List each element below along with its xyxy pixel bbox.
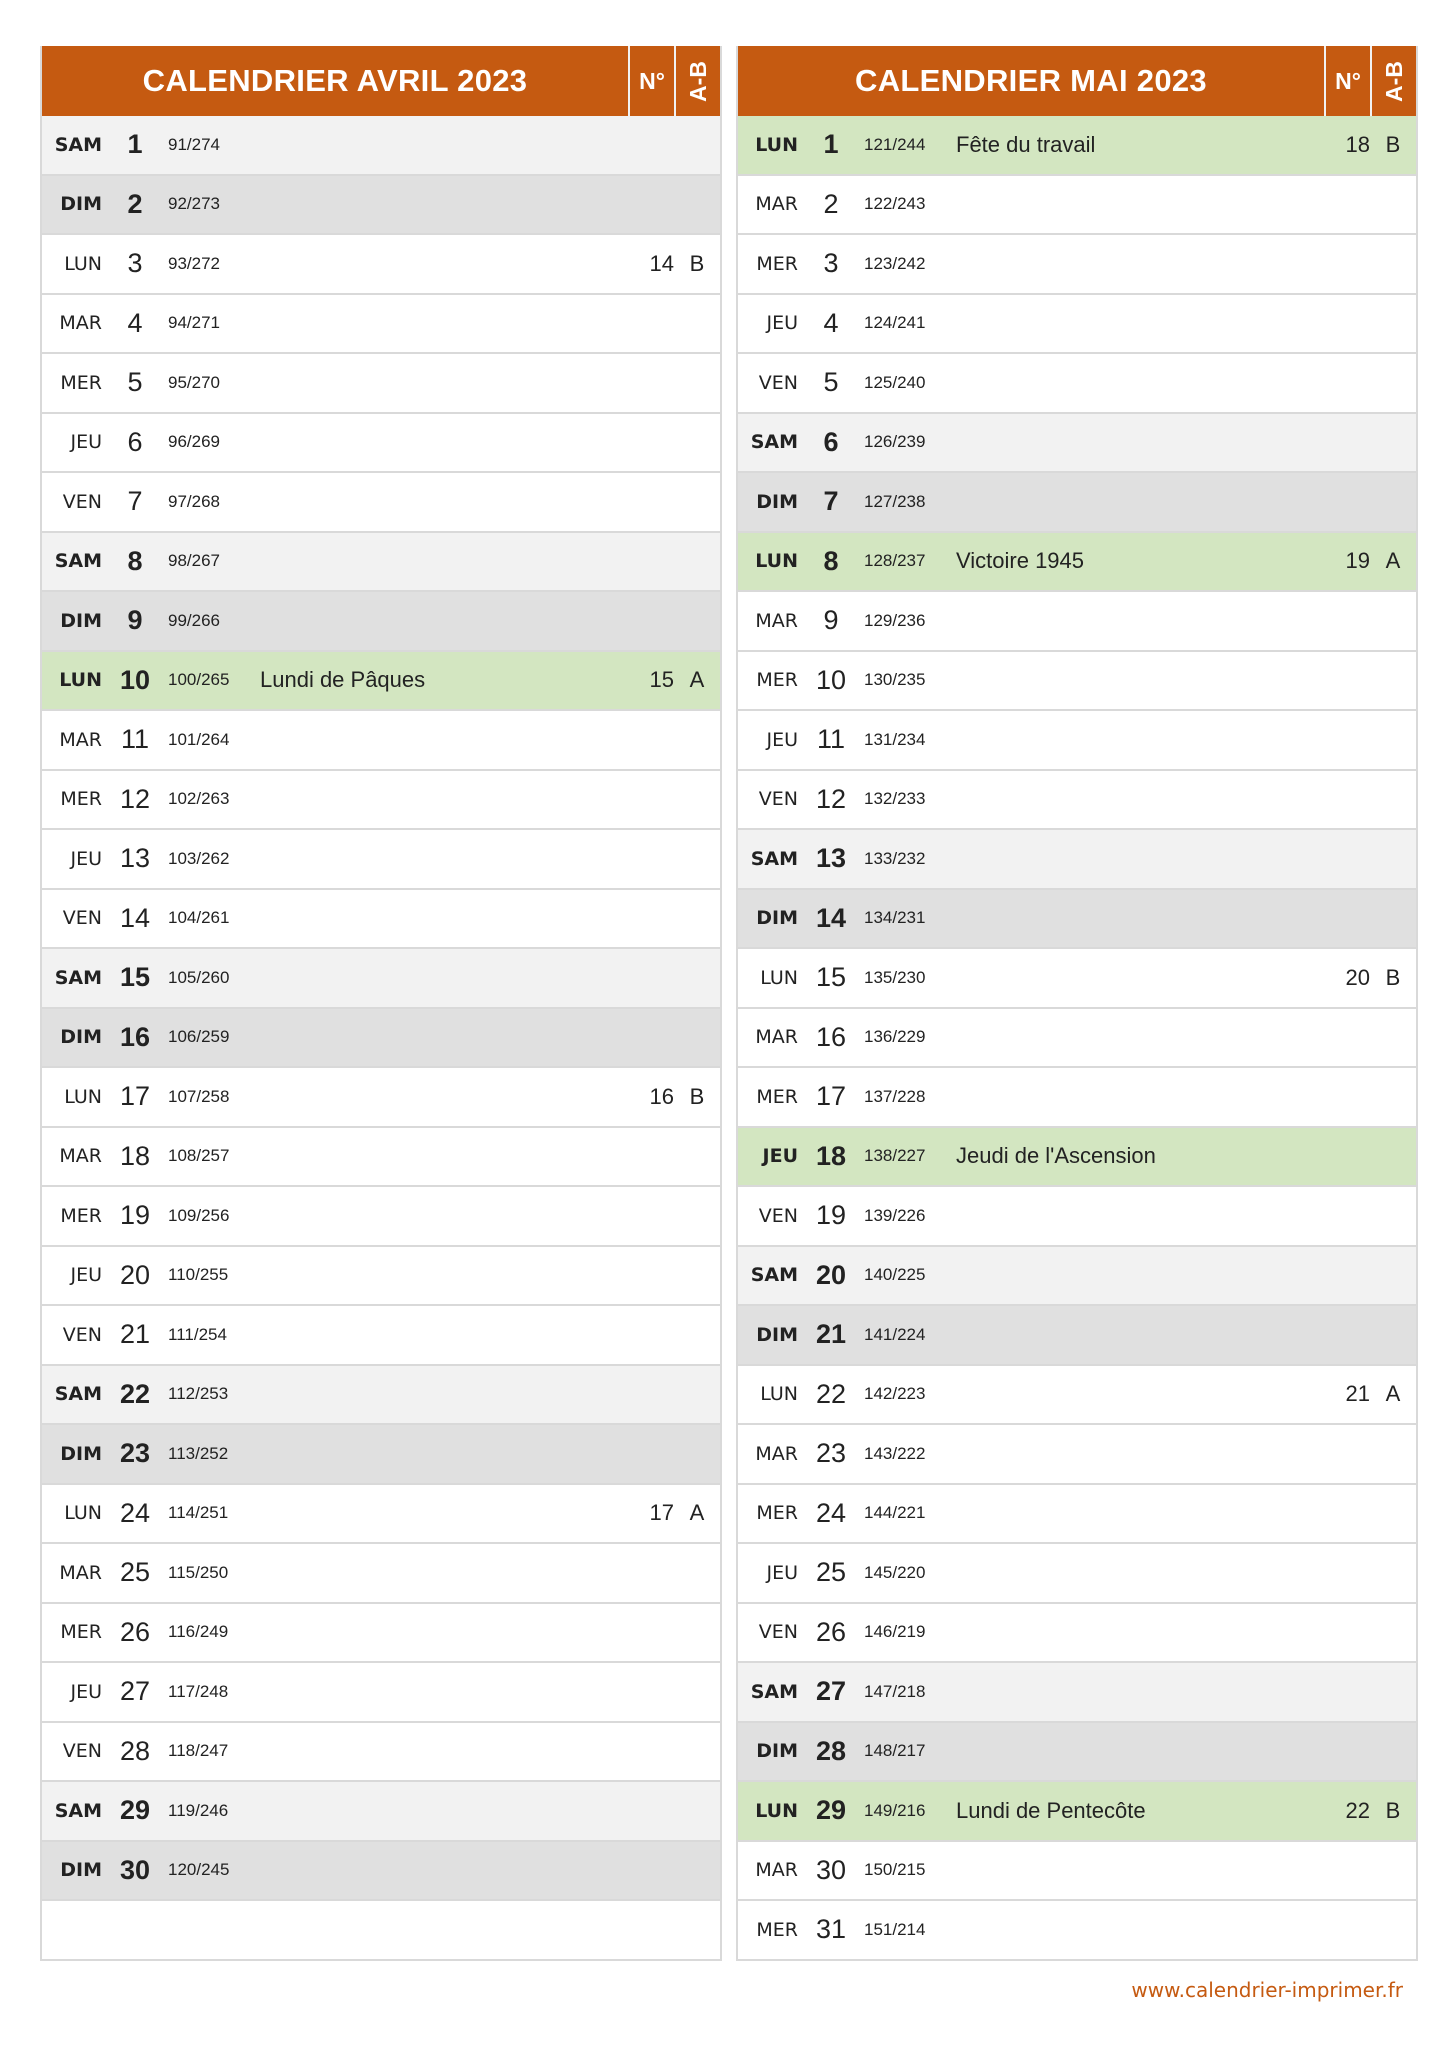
day-row bbox=[738, 888, 1416, 948]
day-number: 6 bbox=[823, 426, 839, 457]
day-number: 29 bbox=[119, 1795, 151, 1826]
day-of-year: 124/241 bbox=[864, 313, 926, 333]
weekday-label: LUN bbox=[755, 133, 798, 156]
day-of-year: 127/238 bbox=[864, 491, 926, 511]
day-row bbox=[42, 412, 720, 472]
day-of-year: 134/231 bbox=[864, 908, 926, 928]
day-number: 16 bbox=[815, 1021, 847, 1052]
day-of-year: 151/214 bbox=[864, 1919, 926, 1939]
holiday-name: Lundi de Pentecôte bbox=[956, 1797, 1146, 1823]
day-number: 30 bbox=[119, 1854, 151, 1885]
day-of-year: 91/274 bbox=[168, 134, 220, 154]
day-of-year: 95/270 bbox=[168, 372, 220, 392]
week-ab: B bbox=[689, 1083, 705, 1109]
day-row bbox=[738, 1721, 1416, 1781]
day-of-year: 126/239 bbox=[864, 432, 926, 452]
day-of-year: 131/234 bbox=[864, 729, 926, 749]
day-of-year: 128/237 bbox=[864, 551, 926, 571]
day-of-year: 107/258 bbox=[168, 1086, 230, 1106]
day-of-year: 137/228 bbox=[864, 1086, 926, 1106]
day-row bbox=[42, 1899, 720, 1959]
weekday-label: LUN bbox=[64, 252, 102, 275]
day-row bbox=[42, 1364, 720, 1424]
day-number: 20 bbox=[815, 1259, 847, 1290]
weekday-label: DIM bbox=[60, 609, 102, 632]
day-of-year: 133/232 bbox=[864, 848, 926, 868]
day-of-year: 115/250 bbox=[168, 1562, 229, 1582]
day-row bbox=[42, 1721, 720, 1781]
week-ab-header-label: A-B bbox=[1380, 60, 1407, 102]
day-row bbox=[42, 590, 720, 650]
day-of-year: 106/259 bbox=[168, 1027, 230, 1047]
day-number: 11 bbox=[816, 724, 846, 755]
day-row bbox=[738, 352, 1416, 412]
day-row bbox=[42, 1780, 720, 1840]
calendar-header bbox=[738, 46, 1416, 116]
weekday-label: MAR bbox=[755, 1026, 798, 1049]
day-number: 21 bbox=[815, 1319, 847, 1350]
week-ab: B bbox=[689, 250, 705, 276]
calendar-may bbox=[736, 46, 1418, 1961]
day-number: 13 bbox=[815, 843, 847, 874]
day-row bbox=[738, 471, 1416, 531]
day-number: 19 bbox=[815, 1200, 847, 1231]
weekday-label: SAM bbox=[750, 431, 798, 454]
day-row bbox=[42, 1126, 720, 1186]
day-row bbox=[738, 650, 1416, 710]
weekday-label: MAR bbox=[755, 1442, 798, 1465]
day-of-year: 101/264 bbox=[168, 729, 230, 749]
weekday-label: DIM bbox=[60, 1026, 102, 1049]
day-number: 26 bbox=[815, 1616, 847, 1647]
day-of-year: 92/273 bbox=[168, 194, 220, 214]
day-row bbox=[42, 1245, 720, 1305]
weekday-label: MER bbox=[60, 1204, 102, 1227]
day-row bbox=[738, 947, 1416, 1007]
day-number: 18 bbox=[119, 1140, 151, 1171]
day-of-year: 113/252 bbox=[168, 1443, 229, 1463]
day-row bbox=[738, 769, 1416, 829]
weekday-label: VEN bbox=[62, 490, 102, 513]
day-of-year: 94/271 bbox=[168, 313, 220, 333]
day-row bbox=[738, 233, 1416, 293]
day-row bbox=[42, 1423, 720, 1483]
day-number: 5 bbox=[127, 367, 143, 398]
day-number: 17 bbox=[815, 1081, 847, 1112]
day-row bbox=[738, 1899, 1416, 1959]
day-row bbox=[738, 709, 1416, 769]
weekday-label: MER bbox=[60, 371, 102, 394]
day-row bbox=[42, 709, 720, 769]
weekday-label: JEU bbox=[70, 1680, 102, 1703]
day-number: 15 bbox=[815, 962, 847, 993]
day-number: 23 bbox=[119, 1438, 151, 1469]
day-row bbox=[738, 293, 1416, 353]
day-number: 3 bbox=[127, 248, 143, 279]
week-number: 19 bbox=[1345, 548, 1370, 574]
holiday-name: Jeudi de l'Ascension bbox=[956, 1143, 1156, 1169]
day-of-year: 149/216 bbox=[864, 1800, 926, 1820]
holiday-name: Fête du travail bbox=[956, 131, 1096, 157]
day-row bbox=[42, 352, 720, 412]
day-row bbox=[42, 1483, 720, 1543]
weekday-label: JEU bbox=[766, 728, 798, 751]
week-number: 15 bbox=[649, 667, 674, 693]
weekday-label: MER bbox=[756, 252, 798, 275]
day-of-year: 144/221 bbox=[864, 1503, 926, 1523]
day-number: 16 bbox=[119, 1021, 151, 1052]
day-of-year: 120/245 bbox=[168, 1860, 230, 1880]
day-of-year: 102/263 bbox=[168, 789, 230, 809]
day-number: 7 bbox=[823, 486, 839, 517]
day-of-year: 98/267 bbox=[168, 551, 220, 571]
day-row bbox=[738, 1840, 1416, 1900]
day-number: 25 bbox=[815, 1557, 847, 1588]
weekday-label: SAM bbox=[54, 966, 102, 989]
weekday-label: DIM bbox=[756, 1740, 798, 1763]
week-ab-header bbox=[674, 46, 720, 116]
day-row bbox=[42, 1542, 720, 1602]
day-row bbox=[42, 769, 720, 829]
weekday-label: LUN bbox=[755, 1799, 798, 1822]
weekday-label: MAR bbox=[59, 312, 102, 335]
day-of-year: 143/222 bbox=[864, 1443, 926, 1463]
day-row bbox=[42, 828, 720, 888]
day-number: 30 bbox=[815, 1854, 847, 1885]
day-number: 26 bbox=[119, 1616, 151, 1647]
day-row bbox=[42, 293, 720, 353]
day-number: 28 bbox=[815, 1735, 847, 1766]
day-of-year: 145/220 bbox=[864, 1562, 926, 1582]
calendar-april bbox=[40, 46, 722, 1961]
holiday-name: Lundi de Pâques bbox=[260, 667, 426, 693]
day-row bbox=[42, 947, 720, 1007]
day-of-year: 118/247 bbox=[168, 1741, 229, 1761]
day-number: 2 bbox=[127, 188, 143, 219]
day-row bbox=[42, 1304, 720, 1364]
day-number: 9 bbox=[127, 605, 143, 636]
weekday-label: LUN bbox=[760, 1383, 798, 1406]
day-number: 2 bbox=[823, 188, 839, 219]
day-of-year: 130/235 bbox=[864, 670, 926, 690]
weekday-label: SAM bbox=[54, 133, 102, 156]
day-number: 10 bbox=[119, 664, 151, 695]
day-number: 9 bbox=[823, 605, 839, 636]
day-row bbox=[738, 1661, 1416, 1721]
day-of-year: 112/253 bbox=[168, 1384, 229, 1404]
day-of-year: 140/225 bbox=[864, 1265, 926, 1285]
weekday-label: MER bbox=[756, 1502, 798, 1525]
weekday-label: VEN bbox=[758, 1204, 798, 1227]
day-of-year: 135/230 bbox=[864, 967, 926, 987]
day-row bbox=[42, 1007, 720, 1067]
weekday-label: LUN bbox=[64, 1502, 102, 1525]
day-of-year: 136/229 bbox=[864, 1027, 926, 1047]
weekday-label: MAR bbox=[755, 1859, 798, 1882]
day-of-year: 148/217 bbox=[864, 1741, 926, 1761]
day-of-year: 100/265 bbox=[168, 670, 230, 690]
day-of-year: 141/224 bbox=[864, 1324, 926, 1344]
day-of-year: 114/251 bbox=[168, 1503, 229, 1523]
day-row bbox=[42, 471, 720, 531]
holiday-name: Victoire 1945 bbox=[956, 548, 1085, 574]
week-number: 16 bbox=[649, 1083, 674, 1109]
day-row bbox=[42, 531, 720, 591]
day-row bbox=[42, 233, 720, 293]
day-of-year: 123/242 bbox=[864, 253, 926, 273]
day-row bbox=[738, 1483, 1416, 1543]
day-of-year: 150/215 bbox=[864, 1860, 926, 1880]
weekday-label: LUN bbox=[755, 550, 798, 573]
day-of-year: 121/244 bbox=[864, 134, 926, 154]
day-of-year: 125/240 bbox=[864, 372, 926, 392]
day-row bbox=[42, 888, 720, 948]
day-number: 24 bbox=[119, 1497, 151, 1528]
day-of-year: 147/218 bbox=[864, 1681, 926, 1701]
day-row bbox=[738, 531, 1416, 591]
day-of-year: 97/268 bbox=[168, 491, 220, 511]
calendar-title: CALENDRIER MAI 2023 bbox=[855, 63, 1207, 98]
weekday-label: JEU bbox=[766, 1561, 798, 1584]
day-of-year: 104/261 bbox=[168, 908, 230, 928]
day-number: 24 bbox=[815, 1497, 847, 1528]
day-number: 10 bbox=[815, 664, 847, 695]
day-number: 27 bbox=[119, 1676, 151, 1707]
day-row bbox=[738, 828, 1416, 888]
weekday-label: MER bbox=[756, 1085, 798, 1108]
day-row bbox=[738, 1542, 1416, 1602]
weekday-label: LUN bbox=[760, 966, 798, 989]
day-number: 14 bbox=[119, 902, 151, 933]
day-number: 20 bbox=[119, 1259, 151, 1290]
day-number: 8 bbox=[823, 545, 839, 576]
day-number: 11 bbox=[120, 724, 150, 755]
day-number: 22 bbox=[119, 1378, 151, 1409]
day-of-year: 117/248 bbox=[168, 1681, 229, 1701]
day-number: 29 bbox=[815, 1795, 847, 1826]
day-of-year: 129/236 bbox=[864, 610, 926, 630]
day-row bbox=[738, 1780, 1416, 1840]
day-of-year: 116/249 bbox=[168, 1622, 229, 1642]
weekday-label: LUN bbox=[64, 1085, 102, 1108]
day-row bbox=[42, 1661, 720, 1721]
week-number: 14 bbox=[649, 250, 674, 276]
day-number: 14 bbox=[815, 902, 847, 933]
week-ab-header bbox=[1370, 46, 1416, 116]
weekday-label: MER bbox=[756, 1918, 798, 1941]
week-ab: A bbox=[1385, 548, 1401, 574]
weekday-label: DIM bbox=[756, 490, 798, 513]
weekday-label: DIM bbox=[756, 1323, 798, 1346]
weekday-label: LUN bbox=[59, 669, 102, 692]
weekday-label: MAR bbox=[59, 1561, 102, 1584]
weekday-label: JEU bbox=[70, 847, 102, 870]
day-row bbox=[738, 116, 1416, 174]
weekday-label: DIM bbox=[60, 193, 102, 216]
week-ab: B bbox=[1385, 131, 1401, 157]
day-of-year: 105/260 bbox=[168, 967, 230, 987]
day-number: 5 bbox=[823, 367, 839, 398]
week-ab-header-label: A-B bbox=[684, 60, 711, 102]
weekday-label: SAM bbox=[54, 550, 102, 573]
weekday-label: VEN bbox=[758, 788, 798, 811]
weekday-label: JEU bbox=[70, 1264, 102, 1287]
weekday-label: MER bbox=[60, 788, 102, 811]
day-of-year: 99/266 bbox=[168, 610, 220, 630]
week-number: 20 bbox=[1345, 964, 1370, 990]
day-of-year: 119/246 bbox=[168, 1800, 229, 1820]
weekday-label: MAR bbox=[59, 1145, 102, 1168]
weekday-label: MER bbox=[60, 1621, 102, 1644]
week-number-header: N° bbox=[1324, 46, 1370, 116]
week-ab: A bbox=[1385, 1381, 1401, 1407]
day-row bbox=[738, 1602, 1416, 1662]
day-number: 3 bbox=[823, 248, 839, 279]
weekday-label: DIM bbox=[60, 1859, 102, 1882]
day-row bbox=[738, 1245, 1416, 1305]
day-of-year: 108/257 bbox=[168, 1146, 230, 1166]
weekday-label: JEU bbox=[766, 312, 798, 335]
day-number: 1 bbox=[127, 129, 143, 160]
day-of-year: 122/243 bbox=[864, 194, 926, 214]
day-number: 8 bbox=[127, 545, 143, 576]
website-link[interactable]: www.calendrier-imprimer.fr bbox=[1131, 1978, 1403, 2002]
weekday-label: DIM bbox=[756, 907, 798, 930]
day-of-year: 142/223 bbox=[864, 1384, 926, 1404]
calendar-title: CALENDRIER AVRIL 2023 bbox=[142, 63, 528, 98]
weekday-label: SAM bbox=[54, 1383, 102, 1406]
weekday-label: MAR bbox=[755, 609, 798, 632]
day-number: 31 bbox=[815, 1914, 847, 1945]
day-of-year: 110/255 bbox=[168, 1265, 229, 1285]
day-number: 23 bbox=[815, 1438, 847, 1469]
day-row bbox=[738, 1126, 1416, 1186]
day-row bbox=[738, 174, 1416, 234]
day-number: 28 bbox=[119, 1735, 151, 1766]
day-number: 13 bbox=[119, 843, 151, 874]
weekday-label: VEN bbox=[62, 907, 102, 930]
day-number: 7 bbox=[127, 486, 143, 517]
day-number: 17 bbox=[119, 1081, 151, 1112]
day-number: 12 bbox=[119, 783, 151, 814]
day-number: 4 bbox=[823, 307, 839, 338]
day-number: 4 bbox=[127, 307, 143, 338]
weekday-label: JEU bbox=[762, 1145, 798, 1168]
day-rows bbox=[738, 116, 1416, 1959]
week-ab: B bbox=[1385, 964, 1401, 990]
day-of-year: 139/226 bbox=[864, 1205, 926, 1225]
weekday-label: SAM bbox=[750, 1264, 798, 1287]
day-row bbox=[738, 1066, 1416, 1126]
day-number: 25 bbox=[119, 1557, 151, 1588]
week-ab: A bbox=[689, 1500, 705, 1526]
day-rows bbox=[42, 116, 720, 1959]
day-number: 27 bbox=[815, 1676, 847, 1707]
weekday-label: DIM bbox=[60, 1442, 102, 1465]
day-row bbox=[738, 1185, 1416, 1245]
calendar-header bbox=[42, 46, 720, 116]
weekday-label: VEN bbox=[62, 1740, 102, 1763]
weekday-label: MAR bbox=[755, 193, 798, 216]
day-row bbox=[42, 1066, 720, 1126]
day-number: 12 bbox=[815, 783, 847, 814]
weekday-label: MAR bbox=[59, 728, 102, 751]
day-number: 22 bbox=[815, 1378, 847, 1409]
day-row bbox=[42, 174, 720, 234]
day-number: 15 bbox=[119, 962, 151, 993]
day-number: 19 bbox=[119, 1200, 151, 1231]
day-row bbox=[42, 1185, 720, 1245]
weekday-label: VEN bbox=[62, 1323, 102, 1346]
day-row bbox=[738, 1304, 1416, 1364]
day-row bbox=[42, 1602, 720, 1662]
weekday-label: JEU bbox=[70, 431, 102, 454]
weekday-label: SAM bbox=[54, 1799, 102, 1822]
week-number: 21 bbox=[1345, 1381, 1370, 1407]
week-number: 22 bbox=[1345, 1797, 1370, 1823]
day-number: 21 bbox=[119, 1319, 151, 1350]
week-number: 18 bbox=[1345, 131, 1370, 157]
day-of-year: 96/269 bbox=[168, 432, 220, 452]
weekday-label: VEN bbox=[758, 371, 798, 394]
day-row bbox=[738, 1423, 1416, 1483]
day-row bbox=[738, 412, 1416, 472]
day-row bbox=[42, 116, 720, 174]
day-number: 18 bbox=[815, 1140, 847, 1171]
weekday-label: MER bbox=[756, 669, 798, 692]
day-of-year: 109/256 bbox=[168, 1205, 230, 1225]
day-of-year: 103/262 bbox=[168, 848, 230, 868]
day-row bbox=[738, 1364, 1416, 1424]
day-row bbox=[42, 1840, 720, 1900]
day-number: 1 bbox=[823, 129, 839, 160]
day-row bbox=[738, 590, 1416, 650]
day-number: 6 bbox=[127, 426, 143, 457]
week-number-header: N° bbox=[628, 46, 674, 116]
day-of-year: 146/219 bbox=[864, 1622, 926, 1642]
day-row bbox=[42, 650, 720, 710]
day-of-year: 93/272 bbox=[168, 253, 220, 273]
week-number: 17 bbox=[649, 1500, 674, 1526]
day-of-year: 111/254 bbox=[168, 1324, 227, 1344]
weekday-label: VEN bbox=[758, 1621, 798, 1644]
day-of-year: 138/227 bbox=[864, 1146, 926, 1166]
weekday-label: SAM bbox=[750, 1680, 798, 1703]
day-of-year: 132/233 bbox=[864, 789, 926, 809]
day-row bbox=[738, 1007, 1416, 1067]
weekday-label: SAM bbox=[750, 847, 798, 870]
week-ab: B bbox=[1385, 1797, 1401, 1823]
week-ab: A bbox=[689, 667, 705, 693]
